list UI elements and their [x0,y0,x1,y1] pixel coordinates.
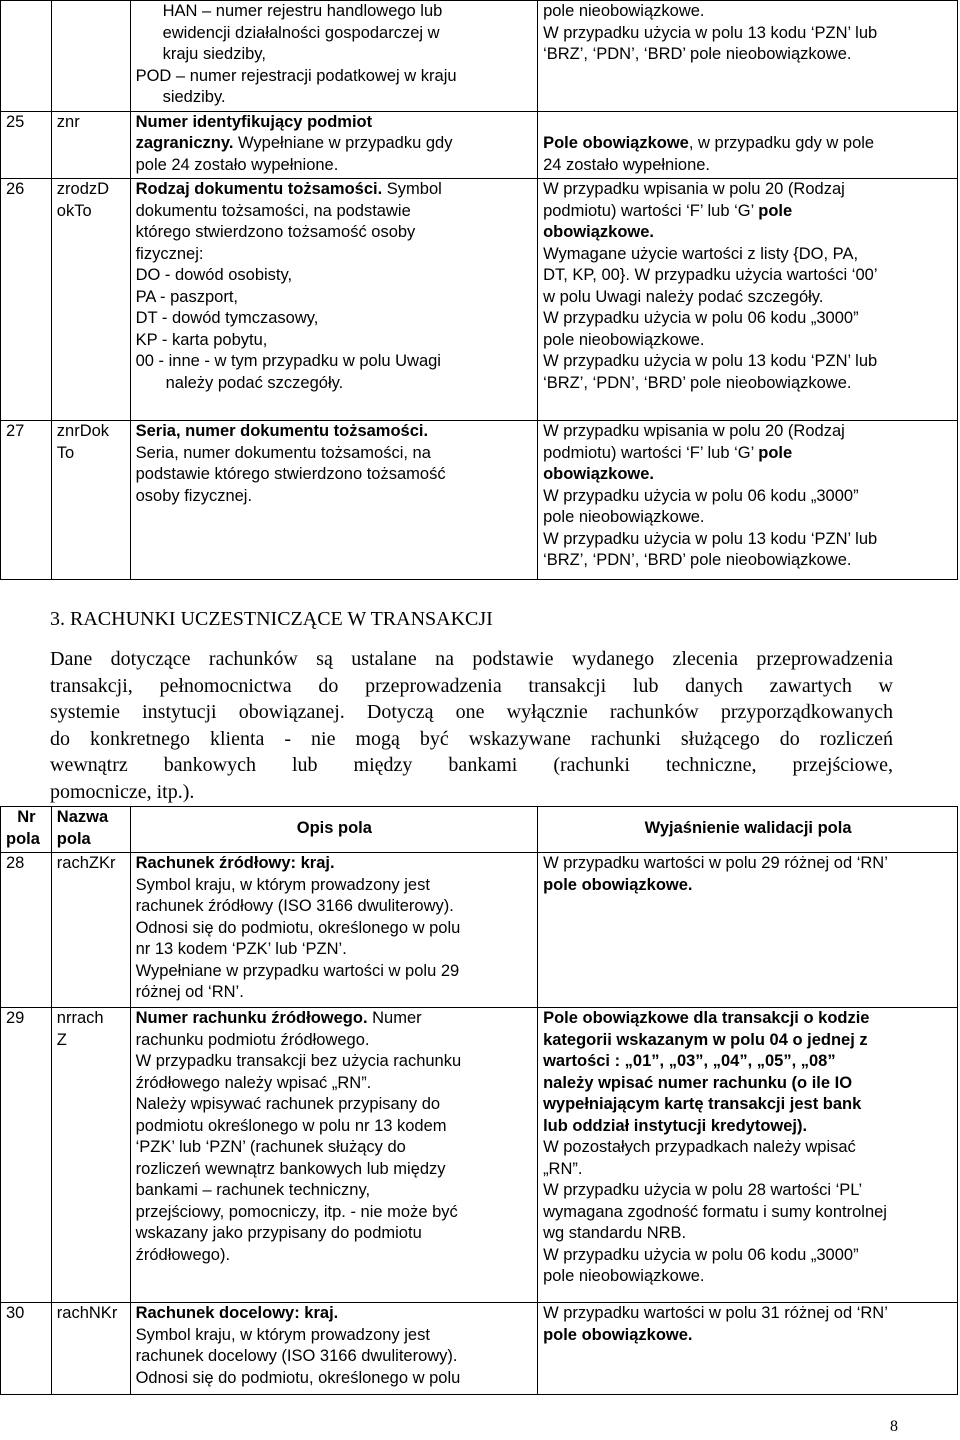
field-description: HAN – numer rejestru handlowego lub ewidencji działalności gospodarczej w kraju siedziby, POD – numer rejestracji podatkowej w kraju siedziby. [130,1,537,112]
table-row [1,111,958,179]
table-row [1,1008,958,1303]
table-row [1,1,958,112]
field-description: Rodzaj dokumentu tożsamości. Symbol dokumentu tożsamości, na podstawie którego stwierdzono tożsamość osoby fizycznej: DO - dowód osobisty, PA - paszport, DT - dowód tymczasowy, KP - karta pobytu, 00 - inne - w tym przypadku w polu Uwagi należy podać szczegóły. [130,179,537,421]
field-validation: W przypadku wartości w polu 31 różnej od ‘RN’ pole obowiązkowe. [538,1303,958,1395]
header-nr: Nr pola [1,807,52,853]
table-row [1,853,958,1008]
field-validation: pole nieobowiązkowe. W przypadku użycia w polu 13 kodu ‘PZN’ lub ‘BRZ’, ‘PDN’, ‘BRD’ pole nieobowiązkowe. [538,1,958,112]
table-row [1,1303,958,1395]
section-heading: 3. RACHUNKI UCZESTNICZĄCE W TRANSAKCJI [50,608,493,630]
accounts-fields-table [0,806,958,1395]
field-name: rachZKr [51,853,130,1008]
field-number: 26 [1,179,52,421]
header-name: Nazwa pola [51,807,130,853]
field-description: Rachunek docelowy: kraj. Symbol kraju, w którym prowadzony jest rachunek docelowy (ISO 3166 dwuliterowy). Odnosi się do podmiotu, określonego w polu [130,1303,537,1395]
field-name [51,1,130,112]
table-row [1,179,958,421]
field-name: zrodzD okTo [51,179,130,421]
field-name: nrrach Z [51,1008,130,1303]
field-description: Numer rachunku źródłowego. Numer rachunku podmiotu źródłowego. W przypadku transakcji bez użycia rachunku źródłowego należy wpisać „RN”. Należy wpisywać rachunek przypisany do podmiotu określonego w polu nr 13 kodem ‘PZK’ lub ‘PZN’ (rachunek służący do rozliczeń wewnątrz bankowych lub między bankami – rachunek techniczny, przejściowy, pomocniczy, itp. - nie może być wskazany jako przypisany do podmiotu źródłowego). [130,1008,537,1303]
field-validation: W przypadku wpisania w polu 20 (Rodzaj podmiotu) wartości ‘F’ lub ‘G’ pole obowiązkowe. Wymagane użycie wartości z listy {DO, PA, DT, KP, 00}. W przypadku użycia wartości ‘00’ w polu Uwagi należy podać szczegóły. W przypadku użycia w polu 06 kodu „3000” pole nieobowiązkowe. W przypadku użycia w polu 13 kodu ‘PZN’ lub ‘BRZ’, ‘PDN’, ‘BRD’ pole nieobowiązkowe. [538,179,958,421]
field-number: 27 [1,421,52,580]
header-validation: Wyjaśnienie walidacji pola [538,807,958,853]
table-row [1,421,958,580]
field-name: znr [51,111,130,179]
field-description: Seria, numer dokumentu tożsamości. Seria, numer dokumentu tożsamości, na podstawie którego stwierdzono tożsamość osoby fizycznej. [130,421,537,580]
section-paragraph: Dane dotyczące rachunków są ustalane na podstawie wydanego zlecenia przeprowadzenia transakcji, pełnomocnictwa do przeprowadzenia transakcji lub danych zawartych w systemie instytucji obowiązanej. Dotyczą one wyłącznie rachunków przyporządkowanych do konkretnego klienta - nie mogą być wskazywane rachunki służącego do rozliczeń wewnątrz bankowych lub między bankami (rachunki techniczne, przejściowe, pomocnicze, itp.). [50,648,893,803]
fields-table-continued [0,0,958,580]
table-header-row [1,807,958,853]
header-description: Opis pola [130,807,537,853]
field-description: Numer identyfikujący podmiot zagraniczny. Wypełniane w przypadku gdy pole 24 zostało wypełnione. [130,111,537,179]
field-number: 29 [1,1008,52,1303]
field-number: 30 [1,1303,52,1395]
field-validation: Pole obowiązkowe, w przypadku gdy w pole 24 zostało wypełnione. [538,111,958,179]
field-validation: W przypadku wpisania w polu 20 (Rodzaj podmiotu) wartości ‘F’ lub ‘G’ pole obowiązkowe. W przypadku użycia w polu 06 kodu „3000” pole nieobowiązkowe. W przypadku użycia w polu 13 kodu ‘PZN’ lub ‘BRZ’, ‘PDN’, ‘BRD’ pole nieobowiązkowe. [538,421,958,580]
page-number: 8 [890,1418,898,1435]
field-description: Rachunek źródłowy: kraj. Symbol kraju, w którym prowadzony jest rachunek źródłowy (ISO 3166 dwuliterowy). Odnosi się do podmiotu, określonego w polu nr 13 kodem ‘PZK’ lub ‘PZN’. Wypełniane w przypadku wartości w polu 29 różnej od ‘RN’. [130,853,537,1008]
field-validation: Pole obowiązkowe dla transakcji o kodzie kategorii wskazanym w polu 04 o jednej z wartości : „01”, „03”, „04”, „05”, „08” należy wpisać numer rachunku (o ile IO wypełniającym kartę transakcji jest bank lub oddział instytucji kredytowej). W pozostałych przypadkach należy wpisać „RN”. W przypadku użycia w polu 28 wartości ‘PL’ wymagana zgodność formatu i sumy kontrolnej wg standardu NRB. W przypadku użycia w polu 06 kodu „3000” pole nieobowiązkowe. [538,1008,958,1303]
field-number [1,1,52,112]
field-name: znrDok To [51,421,130,580]
field-validation: W przypadku wartości w polu 29 różnej od ‘RN’ pole obowiązkowe. [538,853,958,1008]
field-number: 25 [1,111,52,179]
field-number: 28 [1,853,52,1008]
field-name: rachNKr [51,1303,130,1395]
